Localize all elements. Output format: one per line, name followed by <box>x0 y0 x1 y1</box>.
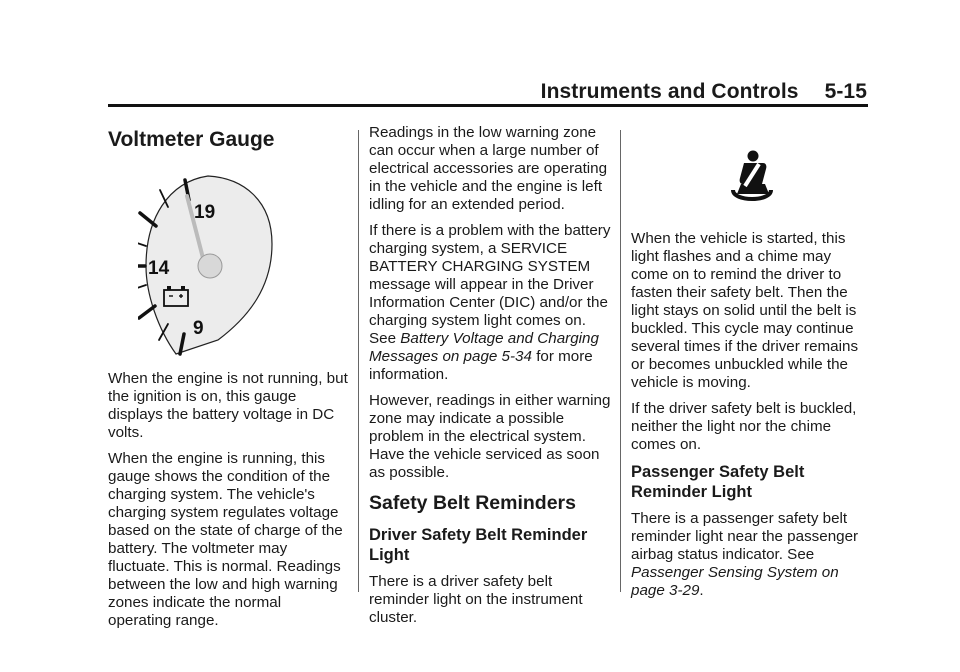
cross-reference-link[interactable]: Battery Voltage and Charging Messages on page 5-34 <box>369 330 599 365</box>
safety-belt-reminders-heading: Safety Belt Reminders <box>369 492 576 514</box>
page-number: 5-15 <box>824 80 867 103</box>
gauge-label-19: 19 <box>194 202 216 223</box>
header-title: Instruments and Controls <box>540 80 799 103</box>
passenger-belt-heading: Passenger Safety Belt Reminder Light <box>631 463 805 501</box>
paragraph: When the engine is running, this gauge shows the condition of the charging system. The vehicle's charging system regulates voltage based on the state of charge of the battery. The voltmeter may fluctuate. This is normal. Readings between the low and high warning zones indicate the normal operating range. <box>108 450 343 629</box>
paragraph: When the engine is not running, but the ignition is on, this gauge displays the battery voltage in DC volts. <box>108 370 348 441</box>
seatbelt-icon <box>727 150 777 206</box>
gauge-label-9: 9 <box>193 318 204 339</box>
column-2 <box>369 124 611 635</box>
paragraph: If the driver safety belt is buckled, neither the light nor the chime comes on. <box>631 400 857 453</box>
seatbelt-reminder-illustration <box>727 150 777 206</box>
cross-reference-link[interactable]: Passenger Sensing System on page 3-29 <box>631 564 839 599</box>
column-divider <box>358 130 359 592</box>
voltmeter-heading: Voltmeter Gauge <box>108 128 275 151</box>
paragraph: If there is a problem with the battery charging system, a SERVICE BATTERY CHARGING SYSTEM message will appear in the Driver Information Center (DIC) and/or the charging system light comes on. See Battery Voltage and Charging Messages on page 5-34 for more information. <box>369 222 611 383</box>
gauge-label-14: 14 <box>148 258 170 279</box>
belt-reminder-text <box>631 230 871 608</box>
paragraph: There is a driver safety belt reminder light on the instrument cluster. <box>369 573 583 626</box>
needle-hub <box>198 254 222 278</box>
paragraph: However, readings in either warning zone may indicate a possible problem in the electrical system. Have the vehicle serviced as soon as possible. <box>369 392 611 481</box>
paragraph: There is a passenger safety belt reminder light near the passenger airbag status indicator. See Passenger Sensing System on page 3-29. <box>631 510 859 599</box>
header-rule <box>108 104 868 107</box>
voltmeter-text <box>108 370 348 638</box>
page-header <box>541 80 867 104</box>
voltmeter-gauge <box>138 174 278 364</box>
paragraph: Readings in the low warning zone can occur when a large number of electrical accessories are operating in the vehicle and the engine is left idling for an extended period. <box>369 124 608 213</box>
voltmeter-gauge-illustration <box>138 174 278 364</box>
paragraph: When the vehicle is started, this light flashes and a chime may come on to remind the driver to fasten their safety belt. Then the light stays on solid until the belt is buckled. This cycle may continue several times if the driver remains or becomes unbuckled while the vehicle is moving. <box>631 230 859 391</box>
driver-belt-heading: Driver Safety Belt Reminder Light <box>369 526 588 564</box>
column-divider <box>620 130 621 592</box>
